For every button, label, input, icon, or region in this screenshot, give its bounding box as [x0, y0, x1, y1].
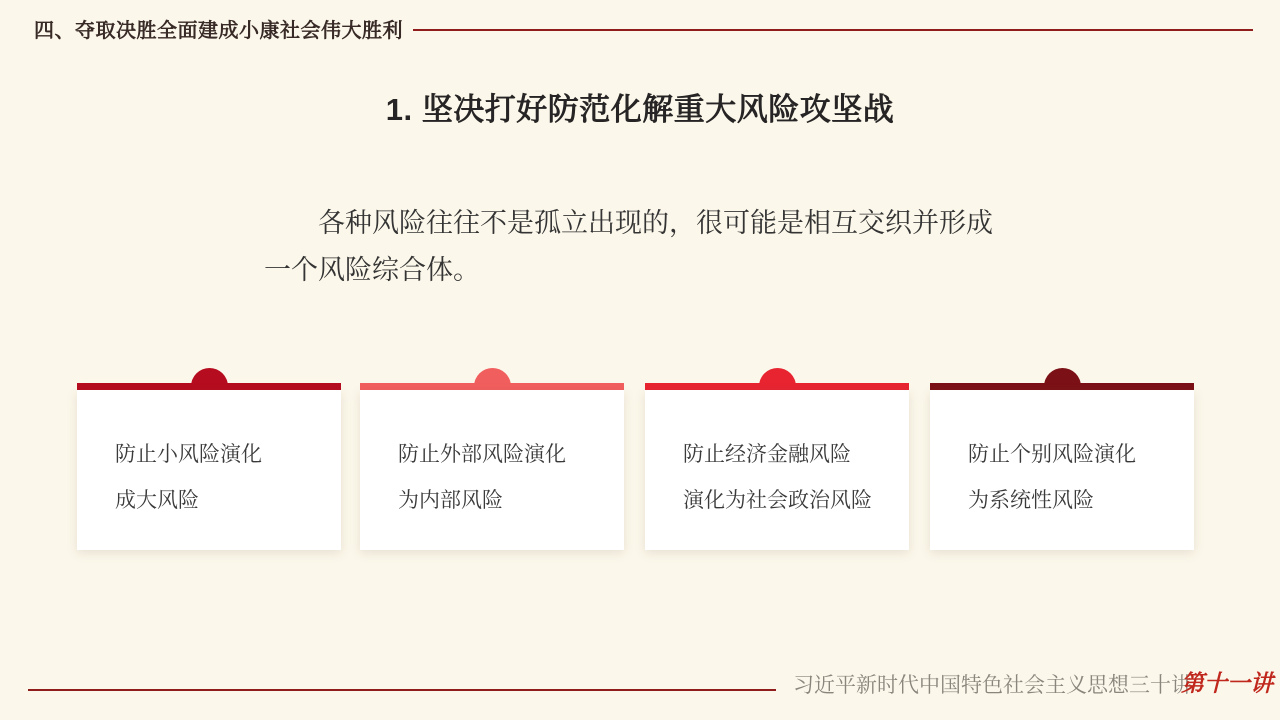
header-divider-line: [413, 29, 1253, 31]
card-body: [360, 390, 624, 550]
card-body: [930, 390, 1194, 550]
section-kicker: 四、夺取决胜全面建成小康社会伟大胜利: [34, 20, 403, 42]
risk-card-2: [360, 368, 624, 552]
footer-divider-line: [28, 689, 776, 691]
body-paragraph: [264, 200, 1034, 294]
card-text-line-2: 演化为社会政治风险: [683, 489, 872, 512]
card-body: [645, 390, 909, 550]
card-text-line-2: 成大风险: [115, 489, 199, 512]
body-line-2: 一个风险综合体。: [264, 255, 480, 285]
card-text-line-1: 防止外部风险演化: [398, 443, 566, 466]
card-text-line-1: 防止个别风险演化: [968, 443, 1136, 466]
risk-card-1: [77, 368, 341, 552]
footer-lecture-number: 第十一讲: [1181, 671, 1273, 696]
card-text-line-1: 防止小风险演化: [115, 443, 262, 466]
risk-card-4: [930, 368, 1194, 552]
card-text-line-1: 防止经济金融风险: [683, 443, 851, 466]
risk-card-3: [645, 368, 909, 552]
card-text-line-2: 为系统性风险: [968, 489, 1094, 512]
slide-title: 1. 坚决打好防范化解重大风险攻坚战: [385, 92, 895, 127]
card-body: [77, 390, 341, 550]
footer-series-title: 习近平新时代中国特色社会主义思想三十讲: [793, 673, 1192, 697]
body-line-1: 各种风险往往不是孤立出现的，很可能是相互交织并形成: [318, 208, 993, 238]
card-text-line-2: 为内部风险: [398, 489, 503, 512]
